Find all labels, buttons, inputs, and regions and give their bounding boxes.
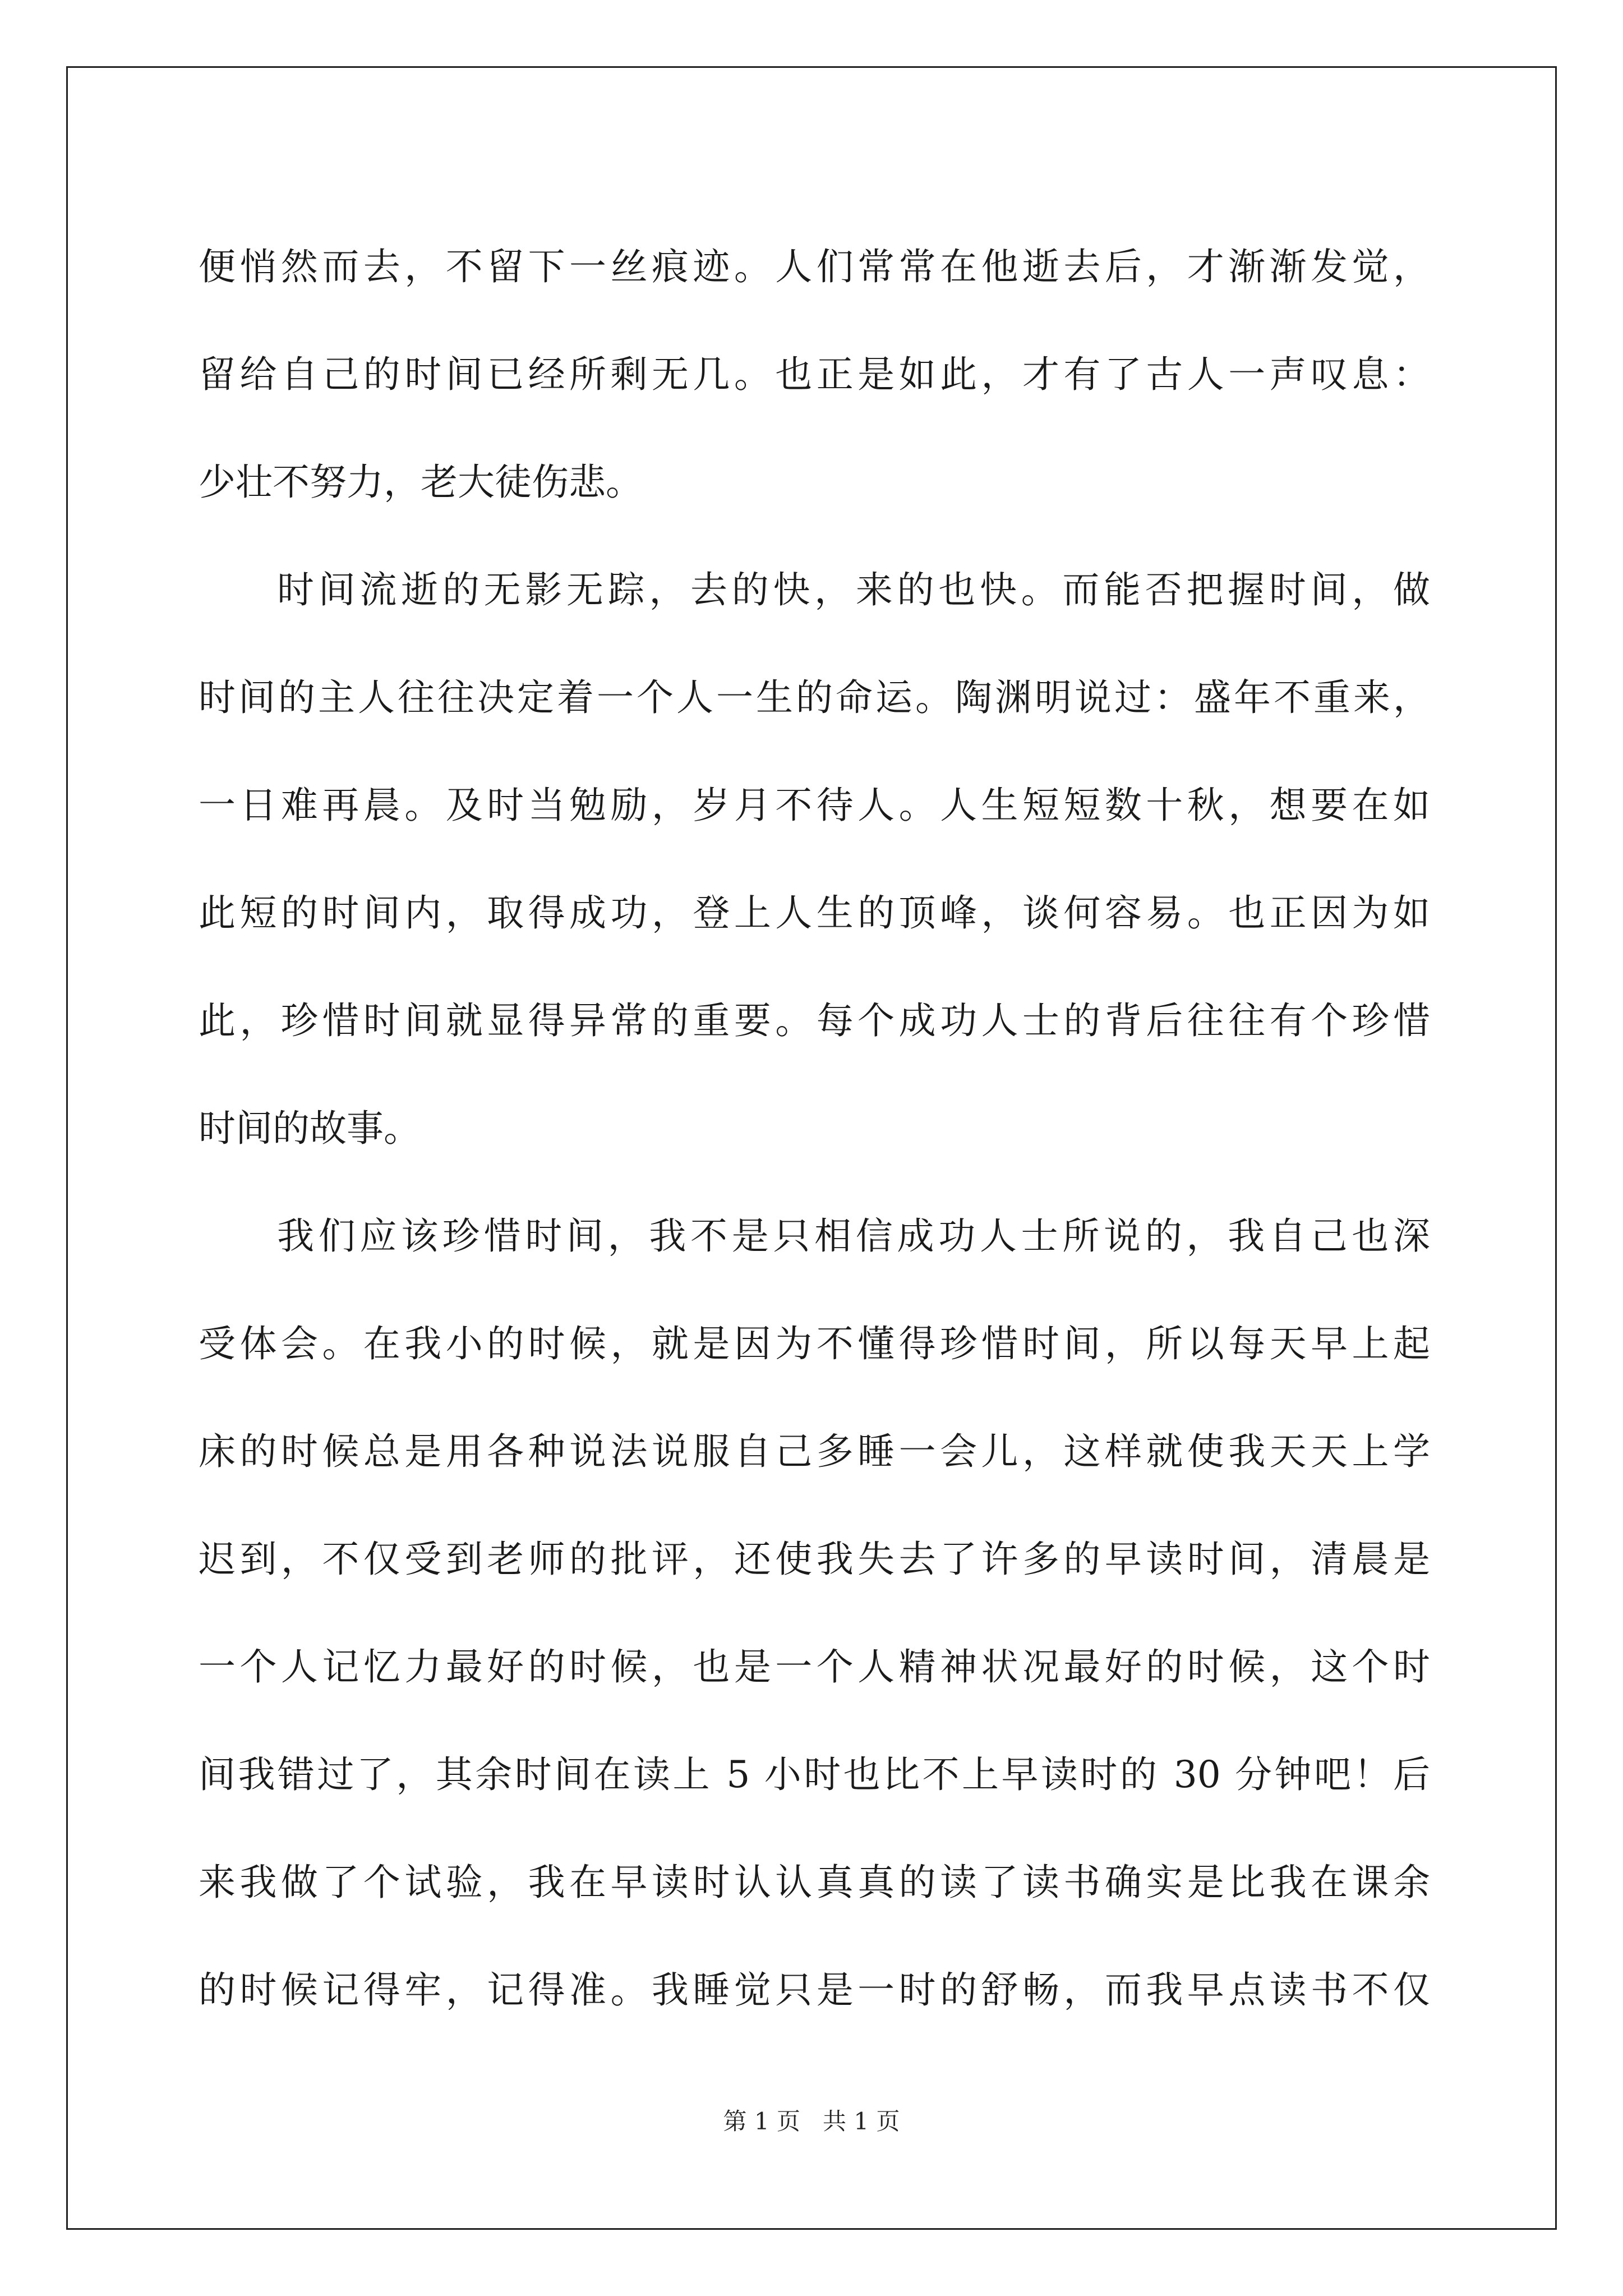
text-line-12: 床的时候总是用各种说法说服自己多睡一会儿，这样就使我天天上学 [199,1430,1430,1473]
text-line-15: 间我错过了，其余时间在读上 5 小时也比不上早读时的 30 分钟吧！后 [199,1753,1430,1796]
text-line-11: 受体会。在我小的时候，就是因为不懂得珍惜时间，所以每天早上起 [199,1322,1430,1365]
text-line-10: 我们应该珍惜时间，我不是只相信成功人士所说的，我自己也深 [277,1214,1430,1258]
text-line-1: 便悄然而去，不留下一丝痕迹。人们常常在他逝去后，才渐渐发觉， [199,245,1430,288]
text-line-8: 此，珍惜时间就显得异常的重要。每个成功人士的背后往往有个珍惜 [199,999,1430,1042]
text-line-4: 时间流逝的无影无踪，去的快，来的也快。而能否把握时间，做 [277,568,1430,611]
text-line-3: 少壮不努力，老大徒伤悲。 [199,461,643,504]
text-line-14: 一个人记忆力最好的时候，也是一个人精神状况最好的时候，这个时 [199,1645,1430,1688]
text-line-2: 留给自己的时间已经所剩无几。也正是如此，才有了古人一声叹息： [199,353,1430,396]
text-line-9: 时间的故事。 [199,1107,421,1150]
text-line-7: 此短的时间内，取得成功，登上人生的顶峰，谈何容易。也正因为如 [199,891,1430,935]
text-line-6: 一日难再晨。及时当勉励，岁月不待人。人生短短数十秋，想要在如 [199,784,1430,827]
text-line-16: 来我做了个试验，我在早读时认认真真的读了读书确实是比我在课余 [199,1861,1430,1904]
document-body [199,213,1430,2044]
text-line-13: 迟到，不仅受到老师的批评，还使我失去了许多的早读时间，清晨是 [199,1538,1430,1581]
page-number-footer: 第 1 页 共 1 页 [723,2108,900,2135]
text-line-17: 的时候记得牢，记得准。我睡觉只是一时的舒畅，而我早点读书不仅 [199,1968,1430,2012]
text-line-5: 时间的主人往往决定着一个人一生的命运。陶渊明说过：盛年不重来， [199,676,1430,719]
